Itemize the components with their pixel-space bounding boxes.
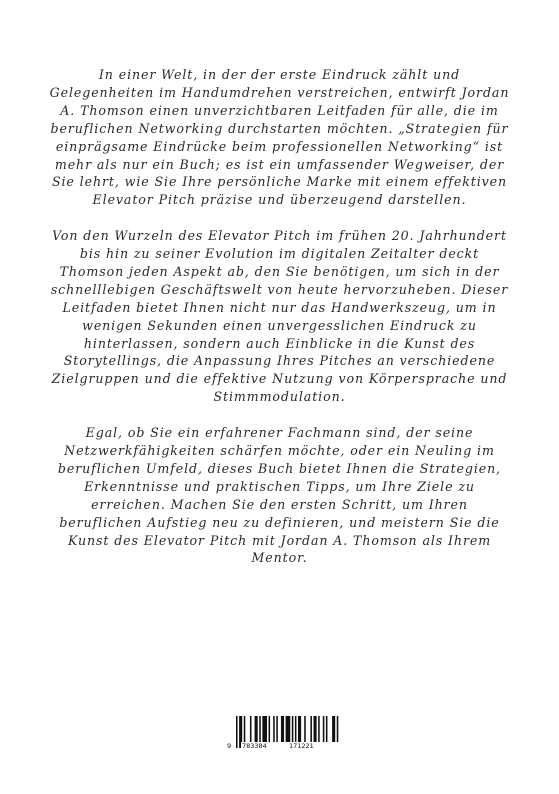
barcode-bar [262, 716, 267, 742]
blurb-paragraph-1: In einer Welt, in der der erste Eindruck zählt und Gelegenheiten im Handumdrehen verstreichen, entwirft Jordan A. Thomson einen unverzichtbaren Leitfaden für alle, die im beruflichen Networking durchstarten möchten. „Strategien für einprägsame Eindrücke beim professionellen Networking“ ist mehr als nur ein Buch; es ist ein umfassender Wegweiser, der Sie lehrt, wie Sie Ihre persönliche Marke mit einem effektiven Elevator Pitch präzise und überzeugend darstellen. [49, 67, 510, 208]
blurb-paragraph-3: Egal, ob Sie ein erfahrener Fachmann sind, der seine Netzwerkfähigkeiten schärfen möchte, oder ein Neuling im beruflichen Umfeld, dieses Buch bietet Ihnen die Strategien, Erkenntnisse und praktischen Tipps, um Ihre Ziele zu erreichen. Machen Sie den ersten Schritt, um Ihren beruflichen Aufstieg neu zu definieren, und meistern Sie die Kunst des Elevator Pitch mit Jordan A. Thomson als Ihrem Mentor. [57, 425, 502, 566]
barcode-bar [259, 716, 261, 742]
barcode-bar [269, 716, 271, 742]
barcode-bar [310, 716, 312, 742]
barcode-bar [276, 716, 278, 742]
barcode-bar [295, 716, 297, 742]
isbn-barcode [226, 716, 340, 756]
blurb-paragraph-2: Von den Wurzeln des Elevator Pitch im frühen 20. Jahrhundert bis hin zu seiner Evolution im digitalen Zeitalter deckt Thomson jeden Aspekt ab, den Sie benötigen, um sich in der schnelllebigen Geschäftswelt von heute hervorzuheben. Dieser Leitfaden bietet Ihnen nicht nur das Handwerkszeug, um in wenigen Sekunden einen unvergesslichen Eindruck zu hinterlassen, sondern auch Einblicke in die Kunst des Storytellings, die Anpassung Ihres Pitches an verschiedene Zielgruppen und die effektive Nutzung von Körpersprache und Stimmmodulation. [50, 228, 509, 405]
barcode-bar [286, 716, 291, 742]
barcode-bar [292, 716, 294, 742]
barcode-bar [337, 716, 339, 742]
back-cover-blurb [48, 66, 511, 585]
barcode-bar [323, 716, 325, 742]
barcode-left-digits: 783384 [242, 742, 267, 750]
barcode-right-digits: 171221 [289, 742, 314, 750]
barcode-bar [332, 716, 335, 742]
barcode-bar [314, 716, 317, 742]
barcode-bar [244, 716, 246, 742]
barcode-bar [236, 716, 238, 748]
barcode-bar [281, 716, 284, 742]
barcode-lead-digit: 9 [227, 742, 232, 750]
barcode-bar [255, 716, 258, 742]
barcode-bar [250, 716, 252, 742]
barcode-bar [326, 716, 328, 742]
barcode-bar [318, 716, 320, 742]
barcode-bar [273, 716, 275, 742]
